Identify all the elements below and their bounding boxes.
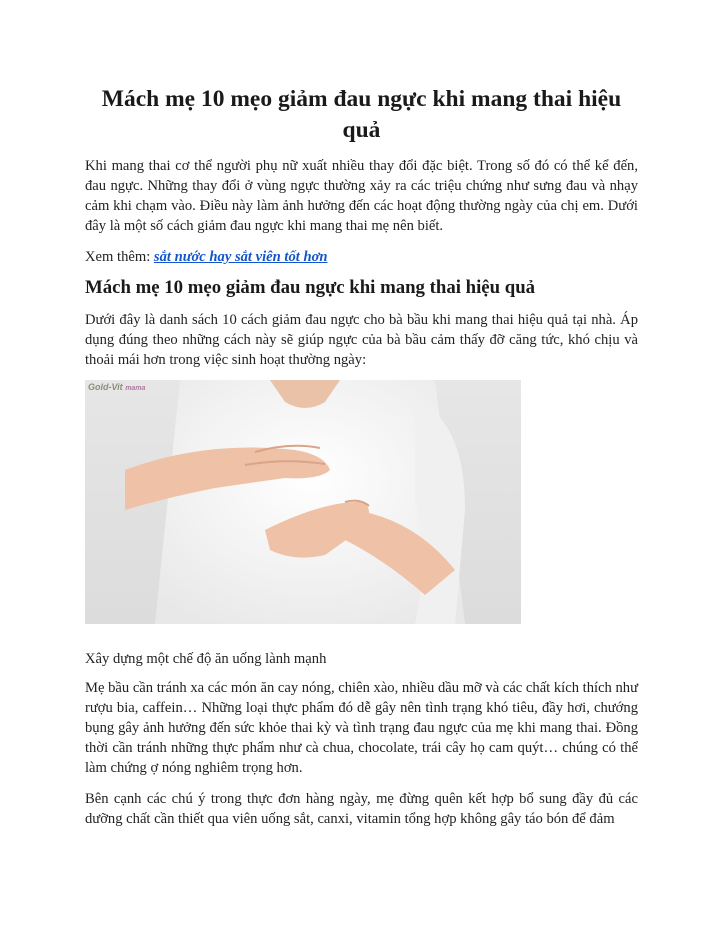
list-intro-paragraph: Dưới đây là danh sách 10 cách giảm đau ngực cho bà bầu khi mang thai hiệu quả tại nhà. Áp dụng đúng theo những cách này sẽ giúp ngực của bà bầu cảm thấy đỡ căng tức, khó chịu và thoải mái hơn trong việc sinh hoạt thường ngày: [85, 312, 638, 368]
brand-logo: Gold-Vit mama [88, 382, 146, 392]
photo-illustration [85, 380, 521, 624]
tip-paragraph: Bên cạnh các chú ý trong thực đơn hàng ngày, mẹ đừng quên kết hợp bổ sung đầy đủ các dưỡng chất cần thiết qua viên uống sắt, canxi, vitamin tổng hợp không gây táo bón để đảm [85, 791, 638, 827]
article-title: Mách mẹ 10 mẹo giảm đau ngực khi mang thai hiệu quả [101, 86, 622, 143]
section-heading: Mách mẹ 10 mẹo giảm đau ngực khi mang thai hiệu quả [85, 277, 536, 298]
article-photo [85, 380, 521, 624]
tip-paragraph: Mẹ bầu cần tránh xa các món ăn cay nóng, chiên xào, nhiều dầu mỡ và các chất kích thích như rượu bia, caffein… Những loại thực phẩm đó dễ gây nên tình trạng khó tiêu, đầy hơi, chướng bụng gây ảnh hưởng đến sức khỏe thai kỳ và tình trạng đau ngực của mẹ khi mang thai. Đồng thời cần tránh những thực phẩm như cà chua, chocolate, trái cây họ cam quýt… chúng có thể làm chứng ợ nóng nghiêm trọng hơn. [85, 680, 638, 776]
article-body [85, 84, 638, 829]
see-also-line [85, 247, 638, 267]
see-also-link[interactable]: sắt nước hay sắt viên tốt hơn [153, 249, 328, 265]
see-also-label: Xem thêm: [85, 249, 154, 265]
tip-title: Xây dựng một chế độ ăn uống lành mạnh [85, 651, 327, 667]
intro-paragraph: Khi mang thai cơ thể người phụ nữ xuất nhiều thay đổi đặc biệt. Trong số đó có thể kể đến, đau ngực. Những thay đổi ở vùng ngực thường xảy ra các triệu chứng như sưng đau và nhạy cảm khi chạm vào. Điều này làm ảnh hưởng đến các hoạt động thường ngày của chị em. Dưới đây là một số cách giảm đau ngực khi mang thai mẹ nên biết. [85, 158, 638, 234]
